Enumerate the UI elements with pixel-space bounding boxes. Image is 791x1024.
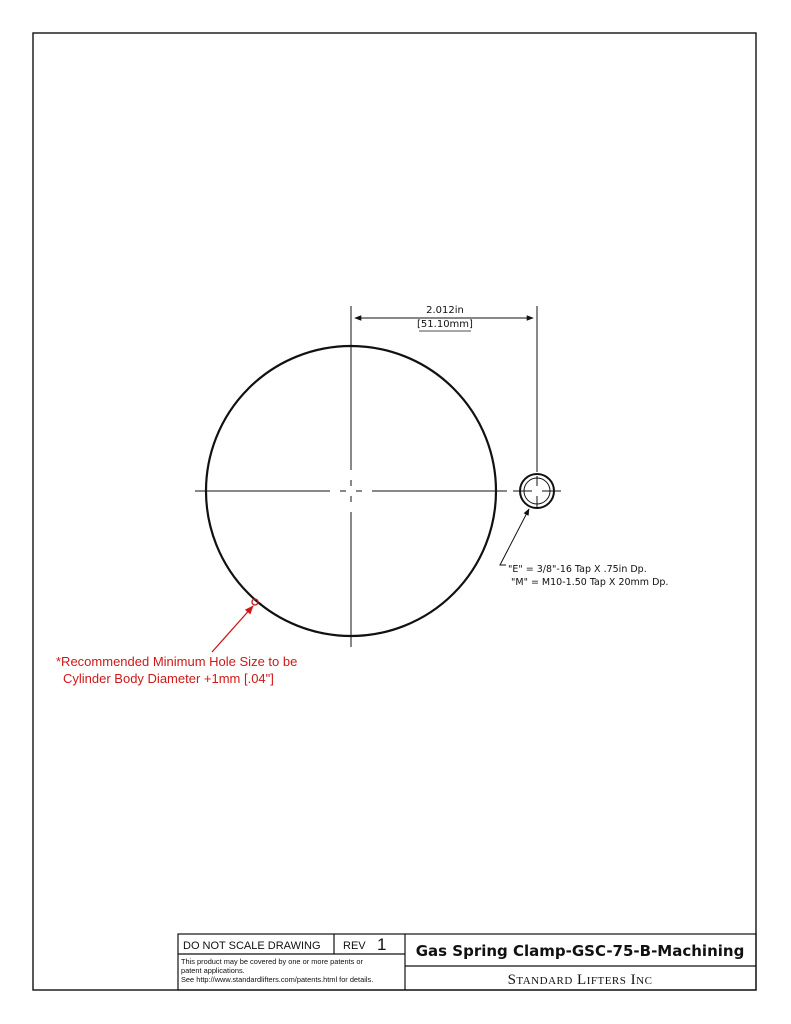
tap-note-leader bbox=[500, 509, 529, 565]
recommendation-line2: Cylinder Body Diameter +1mm [.04"] bbox=[63, 671, 274, 686]
dimension-mm: [51.10mm] bbox=[417, 319, 473, 330]
tap-note-line2: "M" = M10-1.50 Tap X 20mm Dp. bbox=[511, 577, 669, 588]
patent-line2: patent applications. bbox=[181, 966, 245, 975]
main-centerlines bbox=[195, 335, 507, 647]
rev-label: REV bbox=[343, 940, 366, 952]
dimension-inches: 2.012in bbox=[426, 305, 464, 316]
do-not-scale-label: DO NOT SCALE DRAWING bbox=[183, 940, 321, 952]
recommendation-line1: *Recommended Minimum Hole Size to be bbox=[56, 654, 298, 669]
rev-value: 1 bbox=[377, 935, 387, 954]
sheet-border bbox=[33, 33, 756, 990]
patent-line1: This product may be covered by one or more patents or bbox=[181, 957, 363, 966]
tap-note-line1: "E" = 3/8"-16 Tap X .75in Dp. bbox=[508, 564, 647, 575]
company-name: Standard Lifters Inc bbox=[507, 972, 653, 988]
drawing-title: Gas Spring Clamp-GSC-75-B-Machining bbox=[415, 942, 745, 960]
patent-line3: See http://www.standardlifters.com/patents.html for details. bbox=[181, 975, 374, 984]
recommendation-leader bbox=[212, 606, 253, 652]
